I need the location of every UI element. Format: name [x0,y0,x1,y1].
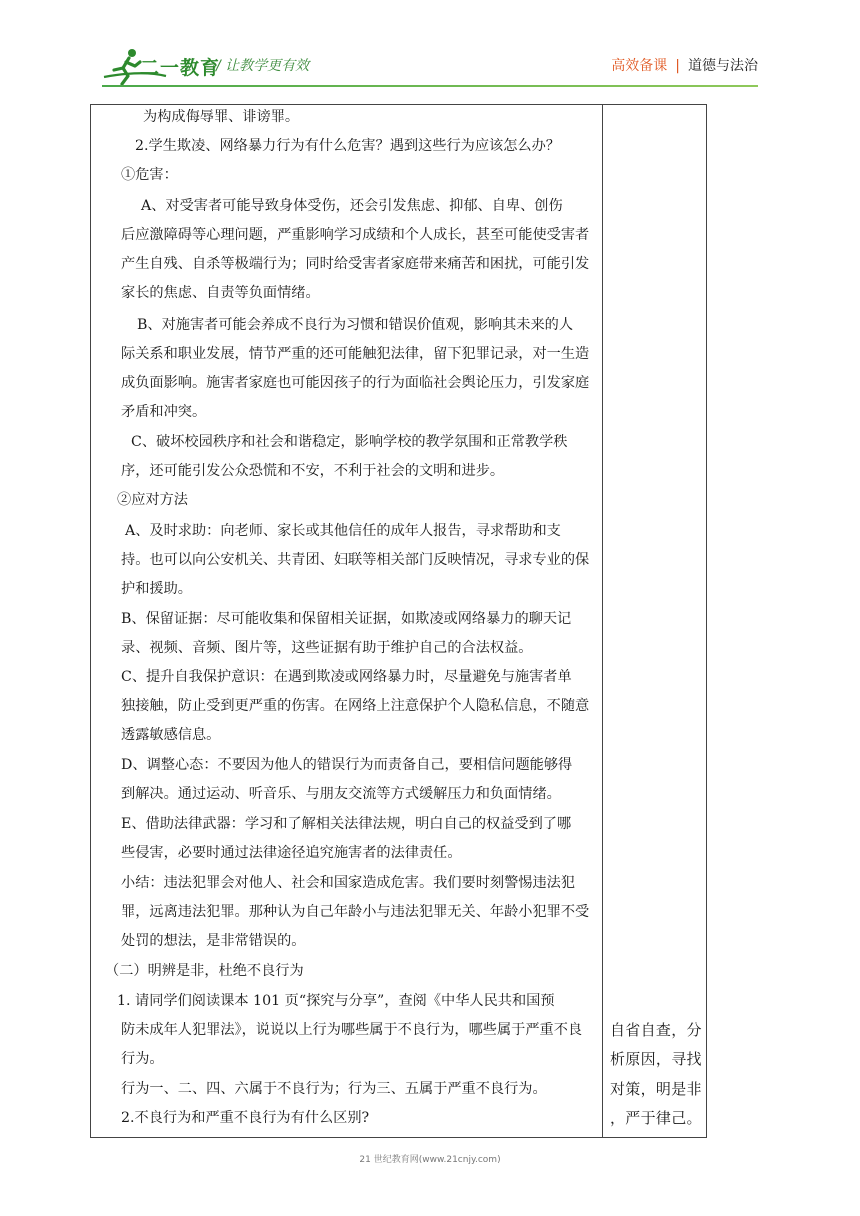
side-text-line: 对策，明是非 [610,1080,702,1098]
text-line: 际关系和职业发展，情节严重的还可能触犯法律，留下犯罪记录，对一生造 [121,346,590,362]
text-line: 防未成年人犯罪法》，说说以上行为哪些属于不良行为，哪些属于严重不良 [121,1022,583,1038]
header-slogan: / 让教学更有效 [216,58,310,74]
side-text-line: 自省自查，分 [610,1021,702,1039]
text-line: 产生自残、自杀等极端行为；同时给受害者家庭带来痛苦和困扰，可能引发 [121,256,590,272]
text-line: E、借助法律武器：学习和了解相关法律法规，明白自己的权益受到了哪 [121,816,572,832]
lesson-table [90,104,707,1138]
subject-label: 道德与法治 [688,58,758,74]
text-line: ②应对方法 [117,492,188,508]
text-line: 透露敏感信息。 [121,727,221,743]
lesson-content-cell [91,105,602,1137]
text-line: 1. 请同学们阅读课本 101 页“探究与分享”，查阅《中华人民共和国预 [117,993,555,1009]
text-line: 序，还可能引发公众恐慌和不安，不利于社会的文明和进步。 [121,463,505,479]
text-line: 处罚的想法，是非常错误的。 [121,933,306,949]
text-line: 到解决。通过运动、听音乐、与朋友交流等方式缓解压力和负面情绪。 [121,786,561,802]
side-text-line: ，严于律己。 [610,1109,702,1127]
text-line: ①危害： [121,167,178,183]
text-line: 2.学生欺凌、网络暴力行为有什么危害？遇到这些行为应该怎么办？ [135,138,560,154]
text-line: C、破坏校园秩序和社会和谐稳定，影响学校的教学氛围和正常教学秩 [131,434,568,450]
course-label: 高效备课 [611,58,668,74]
text-line: 2.不良行为和严重不良行为有什么区别? [121,1110,370,1126]
text-line: 护和援助。 [121,581,192,597]
text-line: 行为。 [121,1051,164,1067]
logo-text: 二一教育 [140,57,221,79]
section-heading: （二）明辨是非，杜绝不良行为 [105,963,304,979]
text-line: 行为一、二、四、六属于不良行为；行为三、五属于严重不良行为。 [121,1081,547,1097]
text-line: 家长的焦虑、自责等负面情绪。 [121,285,320,301]
text-line: 录、视频、音频、图片等，这些证据有助于维护自己的合法权益。 [121,640,533,656]
header-divider [102,85,758,87]
text-line: A、对受害者可能导致身体受伤，还会引发焦虑、抑郁、自卑、创伤 [141,198,563,214]
text-line: B、保留证据：尽可能收集和保留相关证据，如欺凌或网络暴力的聊天记 [121,611,572,627]
text-line: B、对施害者可能会养成不良行为习惯和错误价值观，影响其未来的人 [137,317,574,333]
text-line: 矛盾和冲突。 [121,404,207,420]
page-footer: 21 世纪教育网(www.21cnjy.com) [359,1155,501,1165]
page-header [0,0,860,100]
header-separator: | [675,58,680,74]
side-text-line: 析原因，寻找 [610,1050,702,1068]
design-intent-cell [603,105,707,1137]
text-line: C、提升自我保护意识：在遇到欺凌或网络暴力时，尽量避免与施害者单 [121,669,572,685]
header-course-info [611,55,758,75]
text-line: A、及时求助：向老师、家长或其他信任的成年人报告，寻求帮助和支 [125,523,561,539]
text-line: 成负面影响。施害者家庭也可能因孩子的行为面临社会舆论压力，引发家庭 [121,375,590,391]
text-line: D、调整心态：不要因为他人的错误行为而责备自己，要相信问题能够得 [121,757,573,773]
text-line: 为构成侮辱罪、诽谤罪。 [143,109,300,125]
text-line: 些侵害，必要时通过法律途径追究施害者的法律责任。 [121,845,462,861]
text-line: 后应激障碍等心理问题，严重影响学习成绩和个人成长，甚至可能使受害者 [121,227,590,243]
text-line: 持。也可以向公安机关、共青团、妇联等相关部门反映情况，寻求专业的保 [121,552,590,568]
text-line: 小结：违法犯罪会对他人、社会和国家造成危害。我们要时刻警惕违法犯 [121,875,576,891]
text-line: 罪，远离违法犯罪。那种认为自己年龄小与违法犯罪无关、年龄小犯罪不受 [121,904,590,920]
text-line: 独接触，防止受到更严重的伤害。在网络上注意保护个人隐私信息，不随意 [121,698,590,714]
